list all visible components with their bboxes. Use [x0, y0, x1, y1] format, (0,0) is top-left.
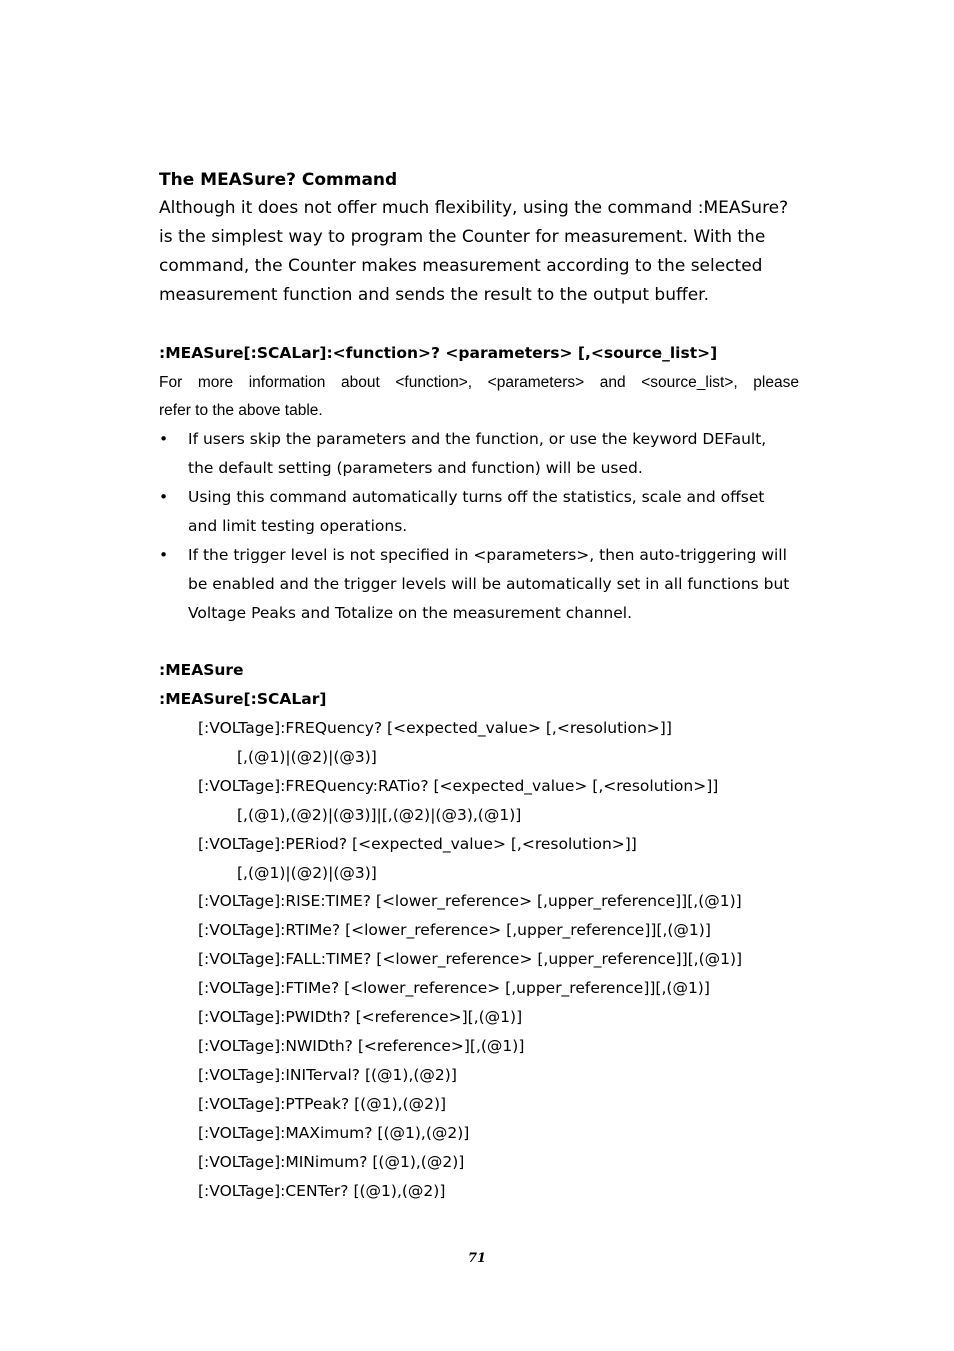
page-number: 71 [467, 1251, 487, 1266]
bullet-text: be enabled and the trigger levels will be automatically set in all functions but [188, 575, 790, 593]
note-word: information [248, 374, 326, 391]
bullet-icon: • [159, 546, 169, 564]
command-line: [:VOLTage]:PTPeak? [(@1),(@2)] [198, 1094, 447, 1113]
bullet-text: Using this command automatically turns off the statistics, scale and offset [188, 488, 765, 506]
bullet-text: the default setting (parameters and function) will be used. [188, 459, 643, 477]
note-word: For [159, 374, 183, 391]
note-word: more [197, 374, 234, 391]
intro-line: command, the Counter makes measurement according to the selected [159, 256, 763, 276]
command-line: [:VOLTage]:FREQuency:RATio? [<expected_value> [,<resolution>]] [198, 776, 719, 795]
command-line: [:VOLTage]:FTIMe? [<lower_reference> [,upper_reference]][,(@1)] [198, 979, 710, 998]
intro-line: is the simplest way to program the Counter for measurement. With the [159, 227, 766, 247]
bullet-item [159, 425, 799, 483]
note-word: <source_list>, [641, 374, 738, 391]
note-line-1 [159, 369, 799, 397]
command-line: [:VOLTage]:RTIMe? [<lower_reference> [,upper_reference]][,(@1)] [198, 921, 711, 940]
command-syntax: :MEASure[:SCALar]:<function>? <parameters> [,<source_list>] [159, 344, 718, 362]
note-word: and [599, 374, 626, 391]
command-line: [:VOLTage]:FALL:TIME? [<lower_reference> [,upper_reference]][,(@1)] [198, 950, 743, 969]
bullet-item [159, 483, 799, 541]
command-line: [:VOLTage]:MINimum? [(@1),(@2)] [198, 1152, 465, 1171]
command-line: [:VOLTage]:CENTer? [(@1),(@2)] [198, 1181, 446, 1200]
section-title: The MEASure? Command [159, 170, 398, 190]
intro-paragraph [159, 194, 809, 310]
note-word: please [753, 374, 799, 391]
command-line: [:VOLTage]:PERiod? [<expected_value> [,<resolution>]] [198, 834, 637, 853]
bullet-text: If the trigger level is not specified in <parameters>, then auto-triggering will [188, 546, 787, 564]
note-line-2: refer to the above table. [159, 402, 323, 419]
command-line-continuation: [,(@1)|(@2)|(@3)] [237, 747, 377, 766]
note-word: <function>, [395, 374, 473, 391]
command-header: :MEASure[:SCALar] [159, 690, 327, 708]
bullet-icon: • [159, 430, 169, 448]
command-line: [:VOLTage]:NWIDth? [<reference>][,(@1)] [198, 1036, 525, 1055]
bullet-list [159, 425, 799, 628]
note-word: <parameters> [487, 374, 585, 391]
command-line-continuation: [,(@1),(@2)|(@3)]|[,(@2)|(@3),(@1)] [237, 805, 522, 824]
command-line: [:VOLTage]:RISE:TIME? [<lower_reference> [,upper_reference]][,(@1)] [198, 892, 742, 911]
syntax-note [159, 369, 799, 425]
bullet-icon: • [159, 488, 169, 506]
command-line: [:VOLTage]:INITerval? [(@1),(@2)] [198, 1065, 457, 1084]
bullet-text: and limit testing operations. [188, 517, 408, 535]
bullet-text: If users skip the parameters and the function, or use the keyword DEFault, [188, 430, 767, 448]
bullet-text: Voltage Peaks and Totalize on the measurement channel. [188, 604, 632, 622]
command-line-continuation: [,(@1)|(@2)|(@3)] [237, 863, 377, 882]
command-line: [:VOLTage]:PWIDth? [<reference>][,(@1)] [198, 1008, 523, 1027]
note-word: about [341, 374, 380, 391]
intro-line: Although it does not offer much flexibility, using the command :MEASure? [159, 198, 789, 218]
command-header: :MEASure [159, 661, 244, 679]
intro-line: measurement function and sends the result to the output buffer. [159, 285, 710, 305]
command-line: [:VOLTage]:FREQuency? [<expected_value> [,<resolution>]] [198, 719, 672, 737]
bullet-item [159, 541, 799, 628]
command-list [198, 714, 742, 1205]
command-line: [:VOLTage]:MAXimum? [(@1),(@2)] [198, 1123, 470, 1142]
